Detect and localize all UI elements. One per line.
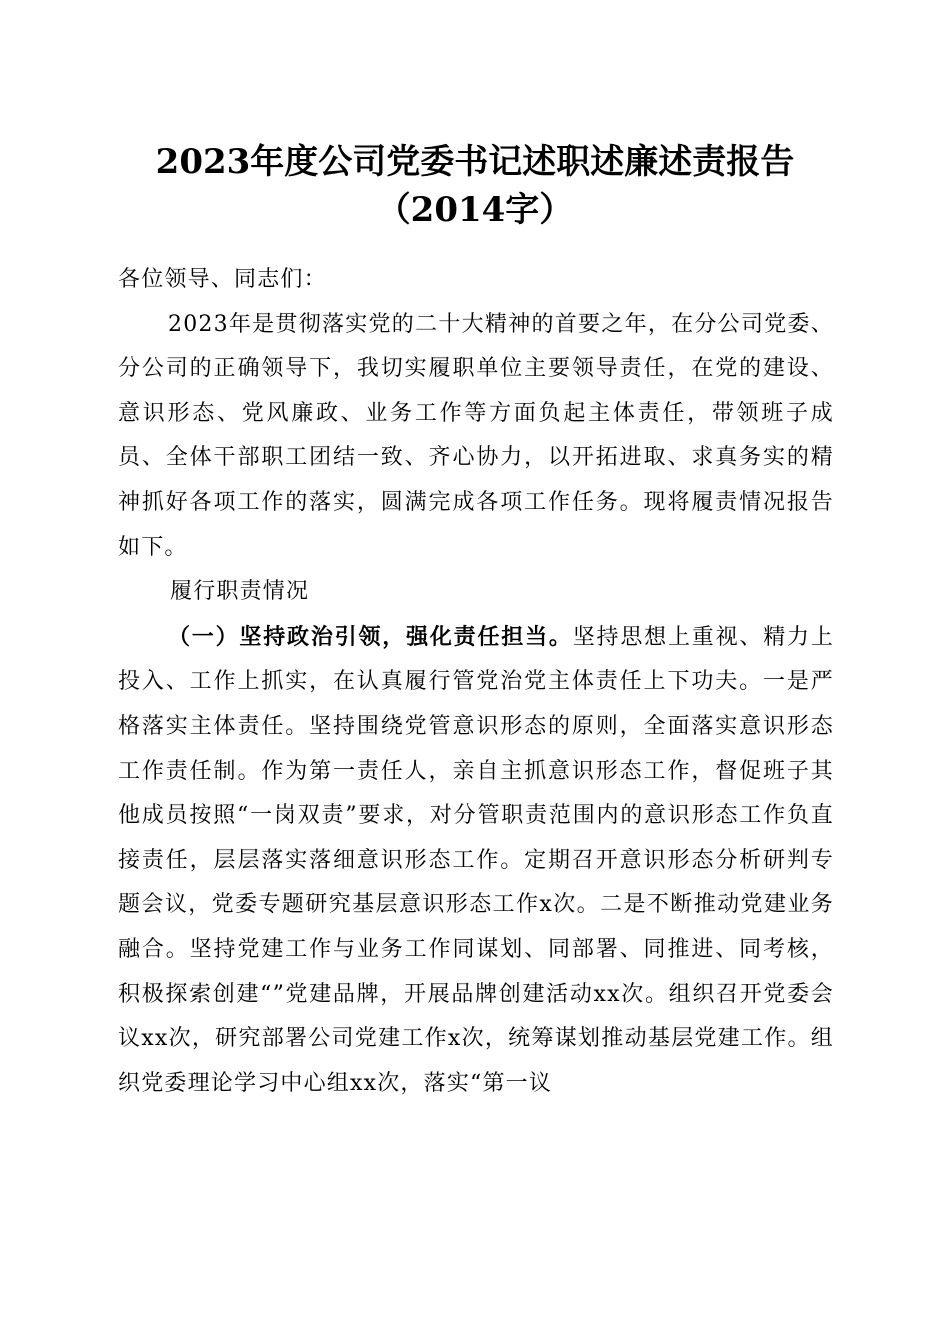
subsection-heading: （一）坚持政治引领，强化责任担当。 (168, 623, 573, 650)
document-title: 2023年度公司党委书记述职述廉述责报告 (155, 142, 795, 182)
section-heading: 履行职责情况 (170, 579, 310, 605)
intro-paragraph: 2023年是贯彻落实党的二十大精神的首要之年，在分公司党委、分公司的正确领导下，我切实履职单位主要领导责任，在党的建设、意识形态、党风廉政、业务工作等方面负起主体责任，带领班子成员、全体干部职工团结一致、齐心协力，以开拓进取、求真务实的精神抓好各项工作的落实，圆满完成各项工作任务。现将履责情况报告如下。 (118, 311, 834, 560)
document-body (118, 258, 834, 1106)
subsection-paragraph (118, 615, 834, 1107)
document-word-count: （2014字） (376, 190, 574, 230)
salutation: 各位领导、同志们： (118, 267, 327, 292)
subsection-body: 坚持思想上重视、精力上投入、工作上抓实，在认真履行管党治党主体责任上下功夫。一是严格落实主体责任。坚持围绕党管意识形态的原则，全面落实意识形态工作责任制。作为第一责任人，亲自主抓意识形态工作，督促班子其他成员按照“一岗双责”要求，对分管职责范围内的意识形态工作负直接责任，层层落实落细意识形态工作。定期召开意识形态分析研判专题会议，党委专题研究基层意识形态工作x次。二是不断推动党建业务融合。坚持党建工作与业务工作同谋划、同部署、同推进、同考核，积极探索创建“”党建品牌，开展品牌创建活动xx次。组织召开党委会议xx次，研究部署公司党建工作x次，统筹谋划推动基层党建工作。组织党委理论学习中心组xx次，落实“第一议 (118, 624, 835, 1096)
